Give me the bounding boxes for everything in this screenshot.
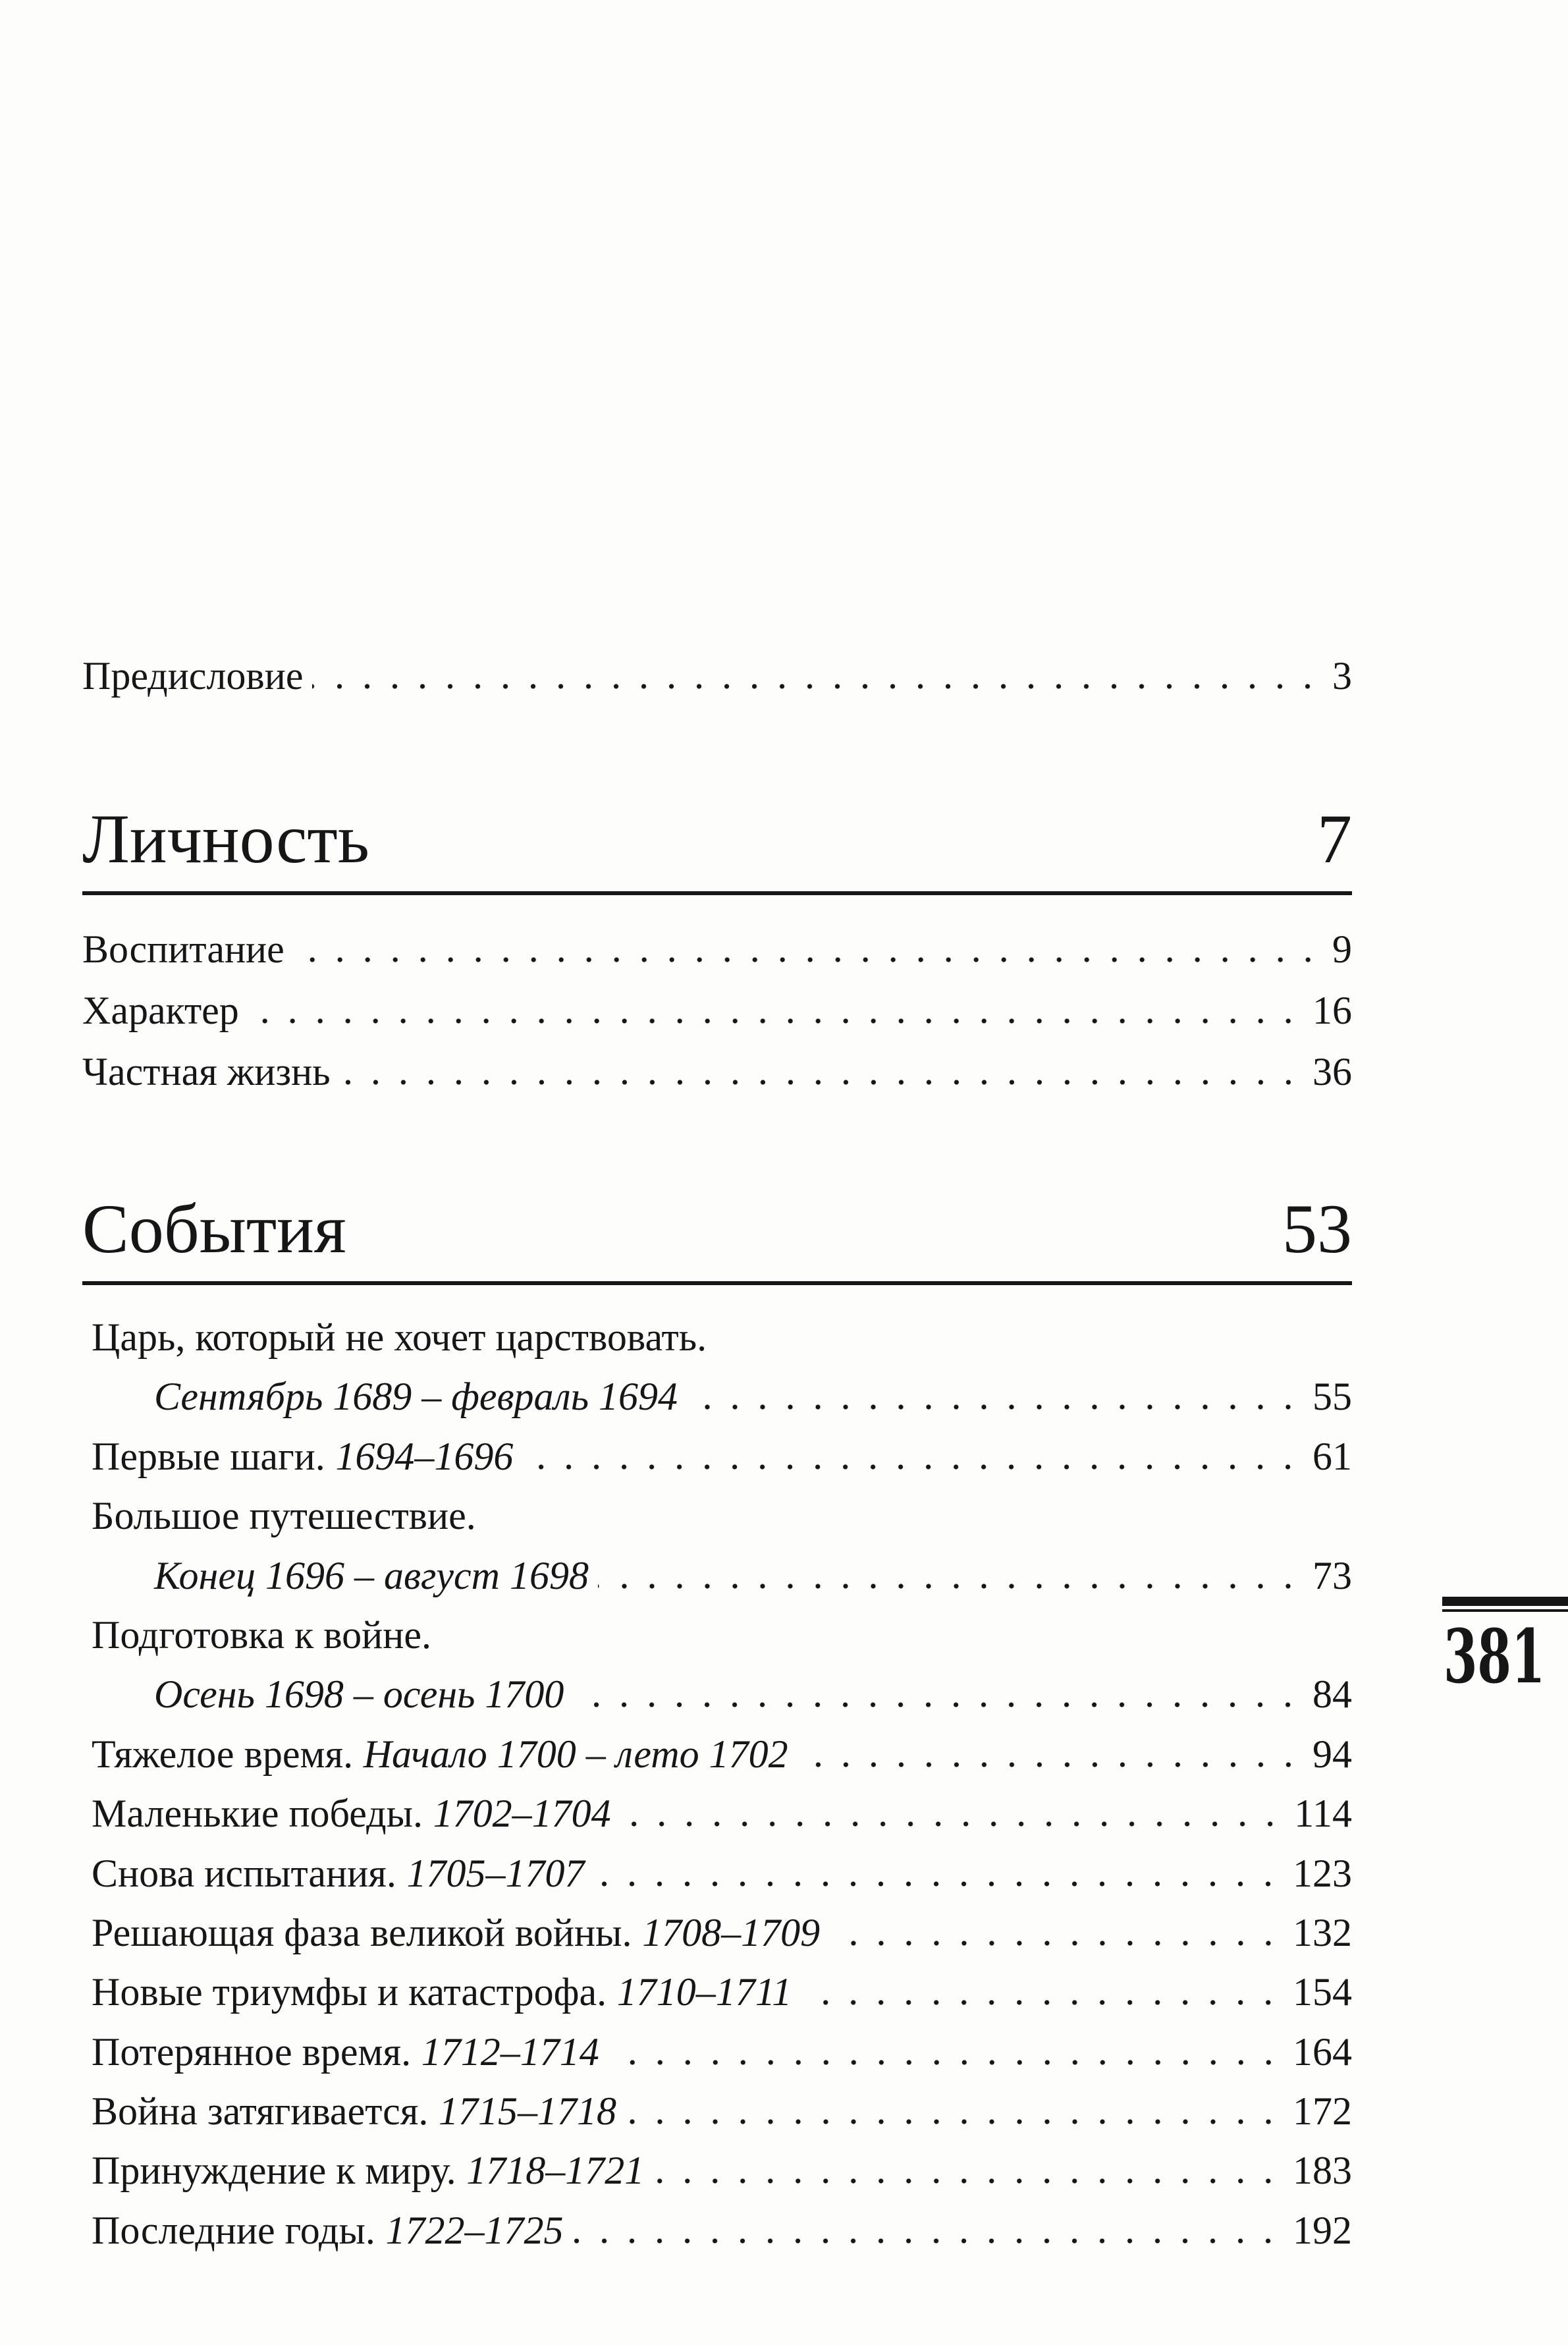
entry-title: Характер: [82, 989, 239, 1032]
entry-page: 61: [1312, 1434, 1352, 1478]
entry-page: 172: [1293, 2089, 1352, 2134]
entry-dates: 1694–1696: [335, 1434, 514, 1478]
toc-entry: [92, 1903, 1352, 1962]
entry-title: Подготовка к войне.: [92, 1613, 432, 1657]
entry-title: Воспитание: [82, 927, 284, 971]
entry-dates: 1712–1714: [421, 2029, 599, 2074]
entry-title: Предисловие: [82, 654, 304, 698]
entry-dates: Начало 1700 – лето 1702: [363, 1732, 788, 1776]
entry-title: Большое путешествие.: [92, 1494, 476, 1538]
entry-page: 123: [1293, 1851, 1352, 1895]
section-title: Личность: [82, 800, 370, 877]
entry-page: 16: [1312, 989, 1352, 1032]
dot-leader: [593, 1881, 1282, 1887]
dot-leader: [801, 2000, 1282, 2005]
toc-entry: [92, 1427, 1352, 1486]
toc-entry-continuation: [92, 1665, 1352, 1724]
page-number-bar: [1442, 1597, 1568, 1606]
dot-leader: [572, 2238, 1282, 2244]
dot-leader: [798, 1762, 1302, 1767]
page-number: 381: [1444, 1614, 1546, 1700]
heading-rule: [82, 891, 1352, 895]
page-number-rule: [1442, 1609, 1568, 1612]
entry-page: 3: [1332, 654, 1352, 698]
entry-title: Новые триумфы и катастрофа.: [92, 1970, 607, 2014]
section-page: 53: [1282, 1190, 1352, 1267]
section-lichnost: [82, 800, 1352, 1103]
entry-dates: Осень 1698 – осень 1700: [154, 1672, 564, 1717]
dot-leader: [829, 1941, 1282, 1946]
dot-leader: [522, 1464, 1302, 1470]
section-heading: [82, 1190, 1352, 1267]
dot-leader: [608, 2060, 1282, 2065]
entry-page: 73: [1312, 1553, 1352, 1597]
toc-entry-line: [92, 1486, 1352, 1545]
entry-dates: Сентябрь 1689 – февраль 1694: [154, 1375, 678, 1419]
section-title: События: [82, 1190, 346, 1267]
preface-block: [82, 646, 1352, 707]
entry-dates: 1718–1721: [466, 2149, 645, 2193]
dot-leader: [573, 1702, 1302, 1707]
toc-entry-preface: [82, 646, 1352, 707]
dot-leader: [687, 1404, 1302, 1410]
entry-page: 183: [1293, 2149, 1352, 2193]
entry-dates: 1702–1704: [433, 1792, 611, 1836]
entry-title: Маленькие победы.: [92, 1792, 423, 1836]
toc-entry: [82, 980, 1352, 1041]
toc-entry-line: [92, 1605, 1352, 1665]
entry-dates: 1708–1709: [642, 1910, 821, 1954]
section-sobytiya: [82, 1190, 1352, 2260]
entry-page: 9: [1332, 927, 1352, 971]
section-entries: [82, 919, 1352, 1103]
entry-page: 132: [1293, 1910, 1352, 1954]
toc-entry: [92, 1784, 1352, 1843]
toc-entry: [92, 2022, 1352, 2082]
entry-title: Принуждение к миру.: [92, 2149, 456, 2193]
entry-page: 55: [1312, 1375, 1352, 1419]
dot-leader: [626, 2119, 1282, 2124]
dot-leader: [620, 1821, 1284, 1827]
toc-entry: [92, 2201, 1352, 2260]
entry-dates: 1722–1725: [385, 2208, 564, 2252]
entry-dates: 1705–1707: [406, 1851, 585, 1895]
entry-page: 36: [1312, 1050, 1352, 1093]
entry-dates: 1710–1711: [616, 1970, 792, 2014]
section-entries: [82, 1308, 1352, 2260]
toc-entry: [92, 1724, 1352, 1784]
entry-title: Снова испытания.: [92, 1851, 396, 1895]
section-heading: [82, 800, 1352, 877]
toc-entry: [82, 919, 1352, 980]
toc-entry: [92, 2141, 1352, 2200]
entry-page: 84: [1312, 1672, 1352, 1717]
entry-dates: Конец 1696 – август 1698: [154, 1553, 589, 1597]
dot-leader: [653, 2178, 1282, 2184]
section-page: 7: [1317, 800, 1352, 877]
entry-page: 154: [1293, 1970, 1352, 2014]
toc-entry: [82, 1041, 1352, 1103]
entry-title: Тяжелое время.: [92, 1732, 354, 1776]
toc-entry-continuation: [92, 1367, 1352, 1426]
entry-title: Потерянное время.: [92, 2029, 412, 2074]
entry-title: Последние годы.: [92, 2208, 375, 2252]
entry-title: Война затягивается.: [92, 2089, 429, 2134]
entry-page: 192: [1293, 2208, 1352, 2252]
heading-rule: [82, 1281, 1352, 1285]
dot-leader: [294, 957, 1322, 962]
dot-leader: [312, 684, 1322, 689]
entry-title: Первые шаги.: [92, 1434, 325, 1478]
entry-page: 164: [1293, 2029, 1352, 2074]
toc-entry: [92, 1962, 1352, 2022]
entry-title: Царь, который не хочет царствовать.: [92, 1315, 707, 1359]
toc-entry-continuation: [92, 1546, 1352, 1605]
dot-leader: [248, 1018, 1302, 1024]
dot-leader: [598, 1584, 1302, 1589]
toc-entry: [92, 1844, 1352, 1903]
entry-title: Частная жизнь: [82, 1050, 331, 1093]
entry-page: 94: [1312, 1732, 1352, 1776]
toc-entry: [92, 2082, 1352, 2141]
entry-page: 114: [1294, 1792, 1352, 1836]
entry-dates: 1715–1718: [438, 2089, 616, 2134]
entry-title: Решающая фаза великой войны.: [92, 1910, 632, 1954]
toc-entry-line: [92, 1308, 1352, 1367]
dot-leader: [340, 1080, 1302, 1085]
